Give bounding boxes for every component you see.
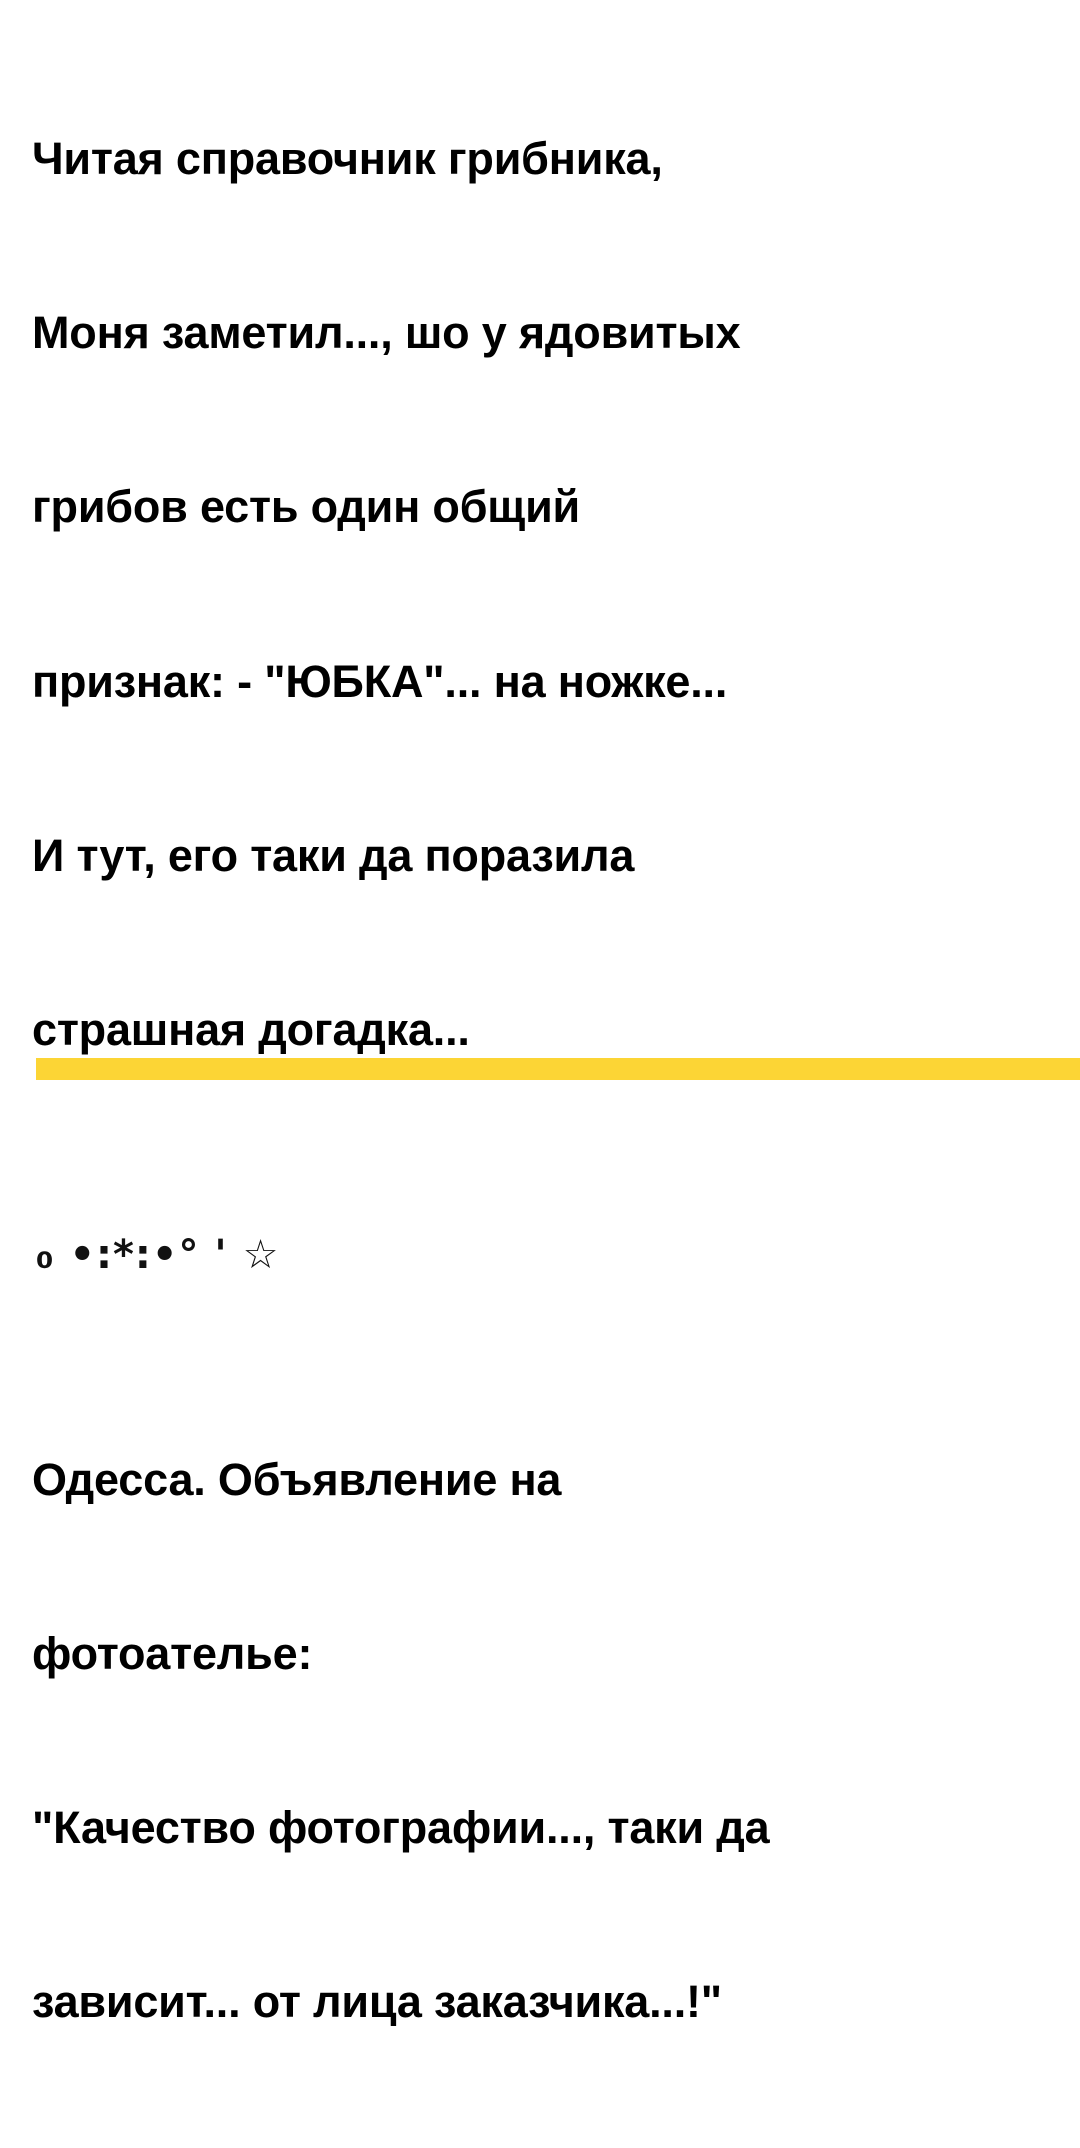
- joke-two-text: [32, 1335, 1048, 2148]
- bottom-bar-left-notch: [0, 1058, 36, 1080]
- joke-two-line-4: зависит... от лица заказчика...!": [32, 1976, 722, 2028]
- joke-two-line-1: Одесса. Объявление на: [32, 1454, 562, 1506]
- joke-one-line-3: грибов есть один общий: [32, 481, 580, 533]
- joke-two-line-3: "Качество фотографии..., таки да: [32, 1802, 770, 1854]
- star-sparkle-icon: ₀ •:*:•° ' ☆: [36, 1231, 280, 1278]
- decorative-divider: [32, 1175, 1048, 1335]
- joke-one-line-5: И тут, его таки да поразила: [32, 829, 635, 881]
- joke-one-line-6: страшная догадка...: [32, 1003, 470, 1055]
- joke-two-line-2: фотоателье:: [32, 1628, 313, 1680]
- accent-bottom-bar: [0, 1058, 1080, 1080]
- joke-one-text: [32, 14, 1048, 1175]
- joke-one-line-4: признак: - "ЮБКА"... на ножке...: [32, 655, 728, 707]
- joke-one-line-2: Моня заметил..., шо у ядовитых: [32, 307, 741, 359]
- joke-one-line-1: Читая справочник грибника,: [32, 133, 663, 185]
